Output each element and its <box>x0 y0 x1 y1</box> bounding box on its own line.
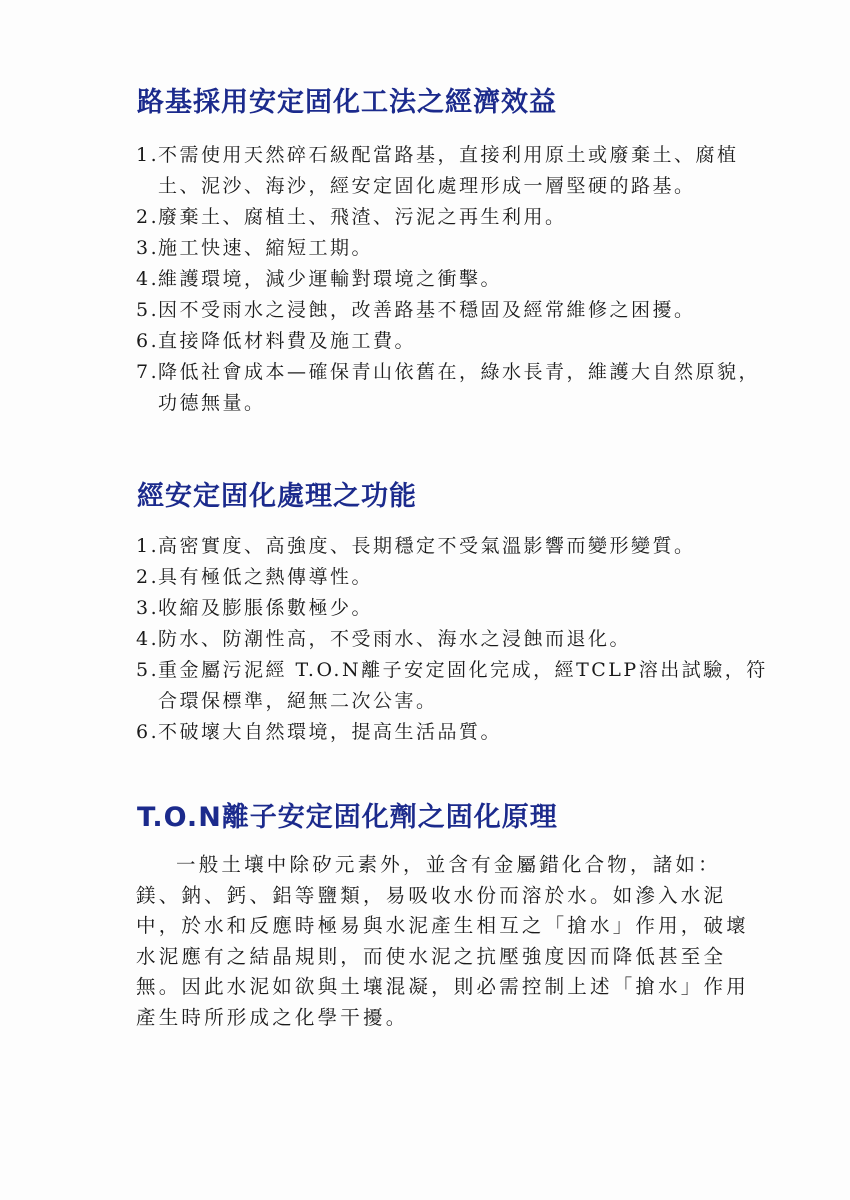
list-item <box>136 717 780 748</box>
list-item <box>136 233 780 264</box>
item-text: 收縮及膨脹係數極少。 <box>158 597 374 619</box>
economic-benefits-list <box>136 140 780 419</box>
item-number: 4. <box>136 628 160 650</box>
section-heading-principle: T.O.N離子安定固化劑之固化原理 <box>137 802 558 833</box>
list-item <box>136 295 780 326</box>
section-heading-functions: 經安定固化處理之功能 <box>137 481 417 512</box>
item-number: 6. <box>136 330 160 352</box>
item-number: 2. <box>136 206 160 228</box>
item-number: 3. <box>136 237 160 259</box>
item-number: 1. <box>136 144 160 166</box>
item-number: 2. <box>136 566 160 588</box>
list-item <box>136 531 780 562</box>
item-text: 不需使用天然碎石級配當路基，直接利用原土或廢棄土、腐植土、泥沙、海沙，經安定固化處理形成一層堅硬的路基。 <box>158 144 739 197</box>
section-heading-economic-benefits: 路基採用安定固化工法之經濟效益 <box>137 87 557 118</box>
principle-paragraph: 一般土壤中除矽元素外，並含有金屬錯化合物，諸如：鎂、鈉、鈣、鋁等鹽類，易吸收水份而溶於水。如滲入水泥中，於水和反應時極易與水泥產生相互之「搶水」作用，破壞水泥應有之結晶規則，而使水泥之抗壓強度因而降低甚至全無。因此水泥如欲與土壤混凝，則必需控制上述「搶水」作用產生時所形成之化學干擾。 <box>136 853 749 1029</box>
item-text: 直接降低材料費及施工費。 <box>158 330 417 352</box>
item-number: 7. <box>136 361 160 383</box>
item-text: 重金屬污泥經 T.O.N離子安定固化完成，經TCLP溶出試驗，符合環保標準，絕無二次公害。 <box>158 659 768 712</box>
list-item <box>136 655 780 717</box>
functions-list <box>136 531 780 748</box>
item-text: 維護環境，減少運輸對環境之衝擊。 <box>158 268 503 290</box>
item-text: 廢棄土、腐植土、飛渣、污泥之再生利用。 <box>158 206 567 228</box>
item-text: 不破壞大自然環境，提高生活品質。 <box>158 721 503 743</box>
item-number: 6. <box>136 721 160 743</box>
item-text: 施工快速、縮短工期。 <box>158 237 374 259</box>
list-item <box>136 202 780 233</box>
item-number: 1. <box>136 535 160 557</box>
list-item <box>136 562 780 593</box>
item-text: 因不受雨水之浸蝕，改善路基不穩固及經常維修之困擾。 <box>158 299 696 321</box>
item-text: 具有極低之熱傳導性。 <box>158 566 374 588</box>
item-number: 3. <box>136 597 160 619</box>
list-item <box>136 140 780 202</box>
item-text: 降低社會成本—確保青山依舊在，綠水長青，維護大自然原貌，功德無量。 <box>158 361 761 414</box>
list-item <box>136 593 780 624</box>
item-number: 5. <box>136 299 160 321</box>
item-text: 防水、防潮性高，不受雨水、海水之浸蝕而退化。 <box>158 628 632 650</box>
list-item <box>136 326 780 357</box>
list-item <box>136 624 780 655</box>
item-number: 5. <box>136 659 160 681</box>
item-number: 4. <box>136 268 160 290</box>
list-item <box>136 264 780 295</box>
item-text: 高密實度、高強度、長期穩定不受氣溫影響而變形變質。 <box>158 535 696 557</box>
list-item <box>136 357 780 419</box>
